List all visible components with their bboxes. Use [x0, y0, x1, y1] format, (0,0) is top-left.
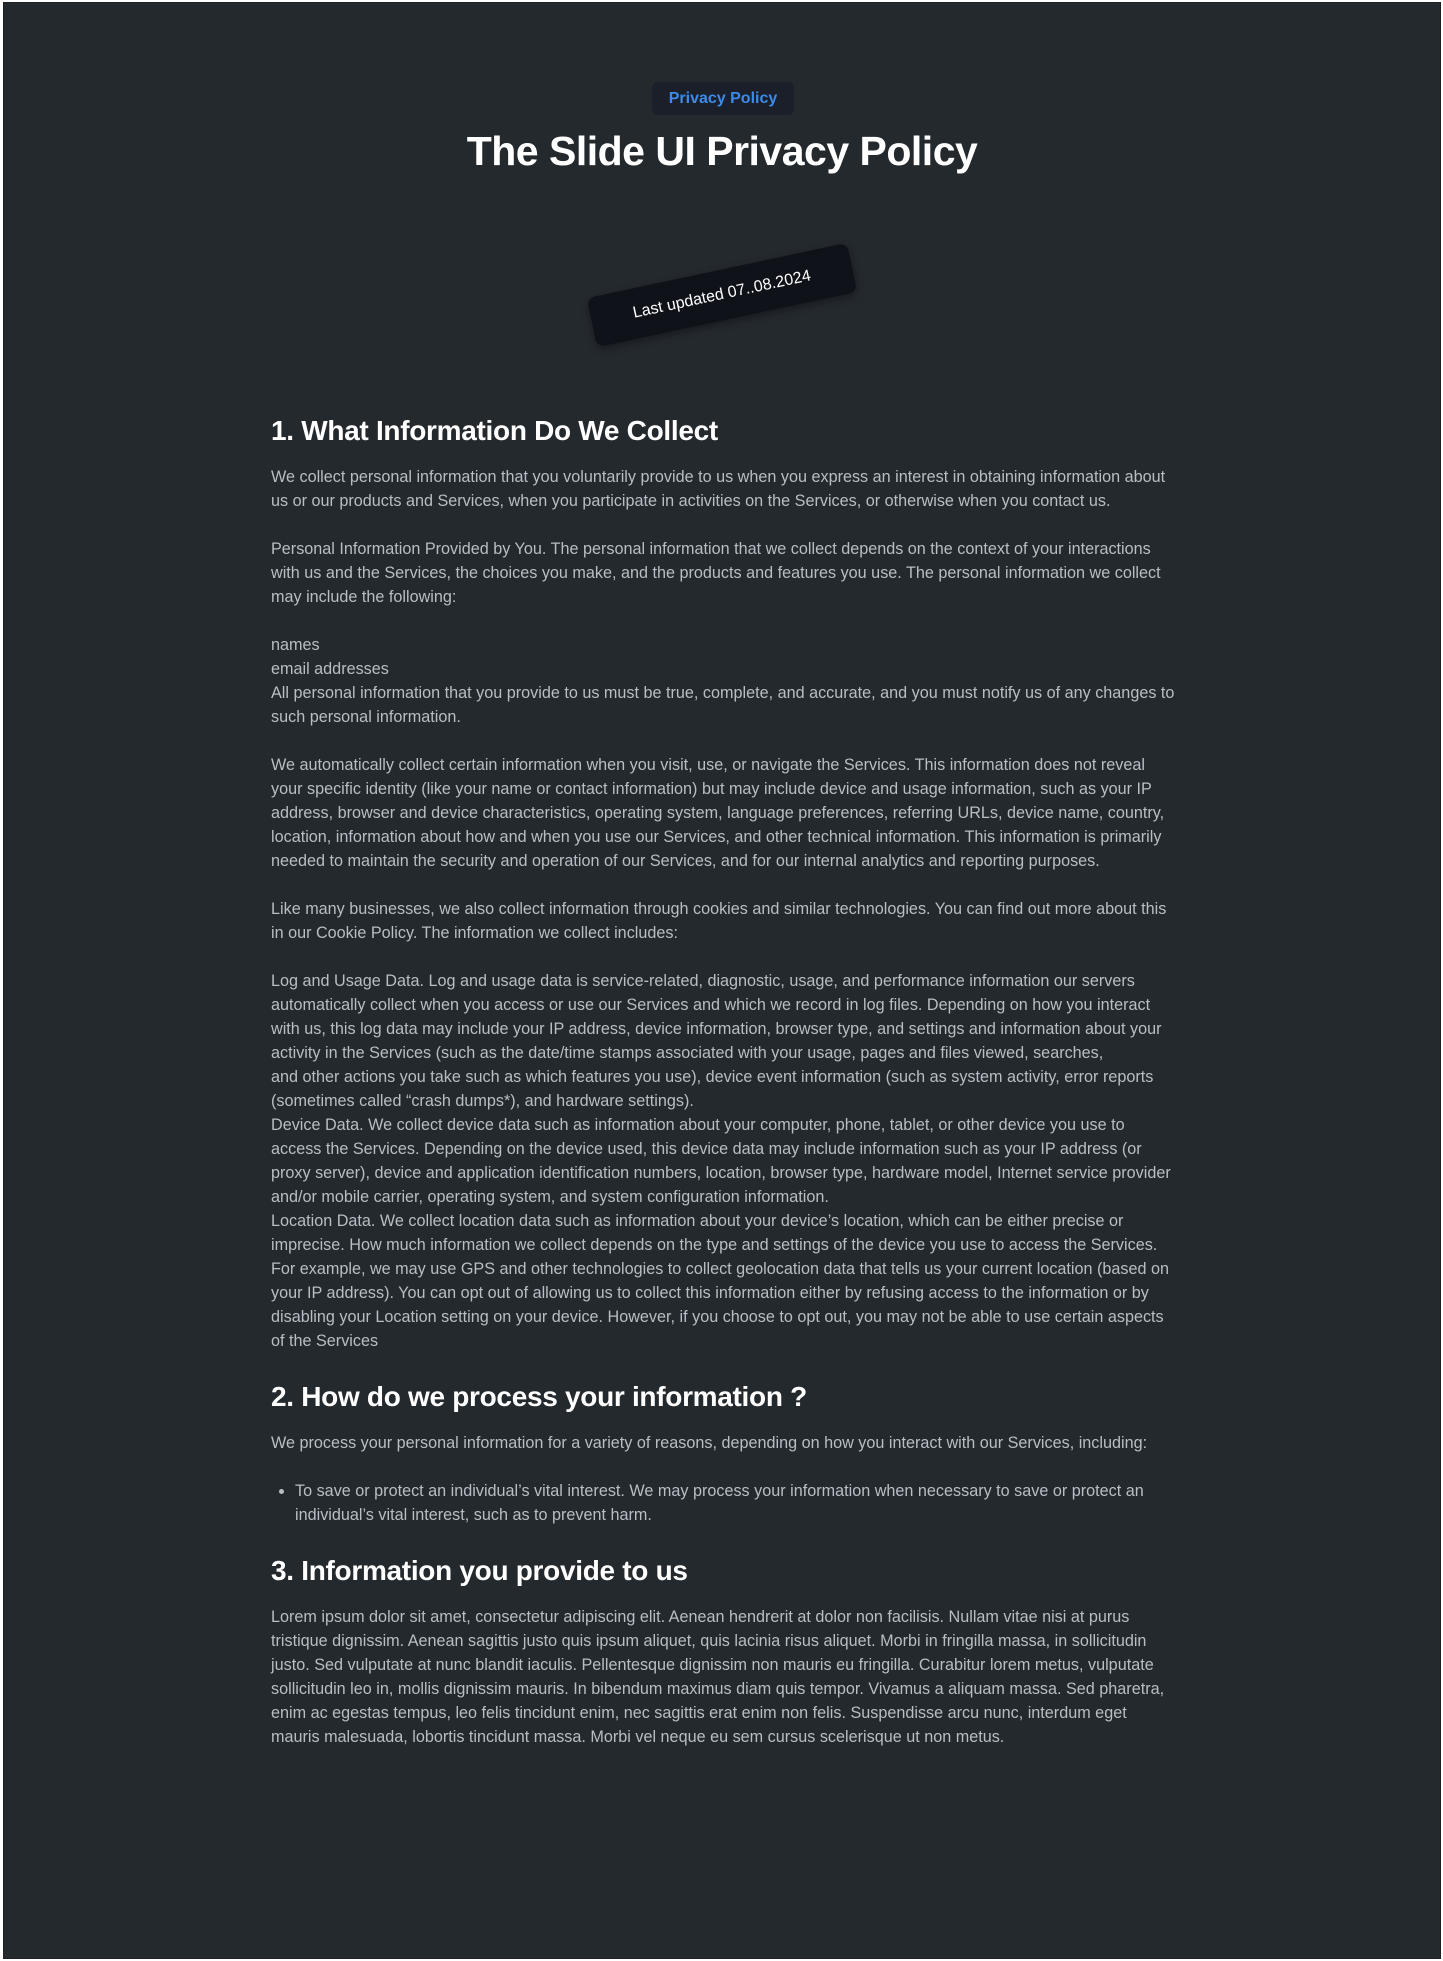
log-usage-data-paragraph: Log and Usage Data. Log and usage data is service-related, diagnostic, usage, and performance information our servers automatically collect when you access or use our Services and which we record in log files. Depending on how you interact with us, this log data may include your IP address, device information, browser type, and settings and information about your activity in the Services (such as the date/time stamps associated with your usage, pages and files viewed, searches, [271, 972, 1162, 1062]
section-1-heading: 1. What Information Do We Collect [271, 415, 718, 446]
page-title: The Slide UI Privacy Policy [466, 128, 978, 174]
section-2-paragraph: We process your personal information for a variety of reasons, depending on how you interact with our Services, including: [271, 1434, 1148, 1452]
section-2-heading: 2. How do we process your information ? [271, 1381, 807, 1412]
location-data-paragraph: Location Data. We collect location data such as information about your device’s location, which can be either precise or imprecise. How much information we collect depends on the type and settings of the device you use to access the Services. For example, we may use GPS and other technologies to collect geolocation data that tells us your current location (based on your IP address). You can opt out of allowing us to collect this information either by refusing access to the information or by disabling your Location setting on your device. However, if you choose to opt out, you may not be able to use certain aspects of the Services [271, 1212, 1170, 1350]
log-usage-data-continued: and other actions you take such as which features you use), device event information (such as system activity, error reports (sometimes called “crash dumps*), and hardware settings). [271, 1068, 1154, 1110]
section-3 [271, 1551, 1175, 1749]
section-1-paragraph: Like many businesses, we also collect information through cookies and similar technologies. You can find out more about this in our Cookie Policy. The information we collect includes: [271, 900, 1167, 942]
section-2-list [271, 1479, 1175, 1527]
device-data-paragraph: Device Data. We collect device data such as information about your computer, phone, tablet, or other device you use to access the Services. Depending on the device used, this device data may include information such as your IP address (or proxy server), device and application identification numbers, location, browser type, hardware model, Internet service provider and/or mobile carrier, operating system, and system configuration information. [271, 1116, 1171, 1206]
section-1 [271, 411, 1175, 1353]
section-3-paragraph: Lorem ipsum dolor sit amet, consectetur adipiscing elit. Aenean hendrerit at dolor non facilisis. Nullam vitae nisi at purus tristique dignissim. Aenean sagittis justo quis ipsum aliquet, quis lacinia risus aliquet. Morbi in fringilla massa, in sollicitudin justo. Sed vulputate at nunc blandit iaculis. Pellentesque dignissim non mauris eu fringilla. Curabitur lorem metus, vulputate sollicitudin leo in, mollis dignissim mauris. In bibendum maximus diam quis tempor. Vivamus a aliquam massa. Sed pharetra, enim ac egestas tempus, leo felis tincidunt enim, nec sagittis erat enim non felis. Suspendisse arcu nunc, interdum eget mauris malesuada, lobortis tincidunt massa. Morbi vel neque eu sem cursus scelerisque ut non metus. [271, 1608, 1165, 1746]
section-1-paragraph: All personal information that you provide to us must be true, complete, and accurate, and you must notify us of any changes to such personal information. [271, 684, 1175, 726]
last-updated-tag: Last updated 07..08.2024 [587, 243, 858, 347]
collected-item-emails: email addresses [271, 660, 389, 678]
collected-item-names: names [271, 636, 320, 654]
privacy-policy-badge: Privacy Policy [652, 82, 794, 115]
section-2 [271, 1377, 1175, 1527]
section-1-paragraph: We automatically collect certain information when you visit, use, or navigate the Services. This information does not reveal your specific identity (like your name or contact information) but may include device and usage information, such as your IP address, browser and device characteristics, operating system, language preferences, referring URLs, device name, country, location, information about how and when you use our Services, and other technical information. This information is primarily needed to maintain the security and operation of our Services, and for our internal analytics and reporting purposes. [271, 756, 1165, 870]
policy-page [3, 2, 1441, 1959]
policy-content [271, 411, 1175, 1773]
list-item: • To save or protect an individual’s vital interest. We may process your information when necessary to save or protect an individual’s vital interest, such as to prevent harm. [295, 1479, 1175, 1527]
section-1-paragraph: We collect personal information that you voluntarily provide to us when you express an interest in obtaining information about us or our products and Services, when you participate in activities on the Services, or otherwise when you contact us. [271, 468, 1166, 510]
section-3-heading: 3. Information you provide to us [271, 1555, 688, 1586]
section-1-paragraph: Personal Information Provided by You. The personal information that we collect depends on the context of your interactions with us and the Services, the choices you make, and the products and features you use. The personal information we collect may include the following: [271, 540, 1161, 606]
